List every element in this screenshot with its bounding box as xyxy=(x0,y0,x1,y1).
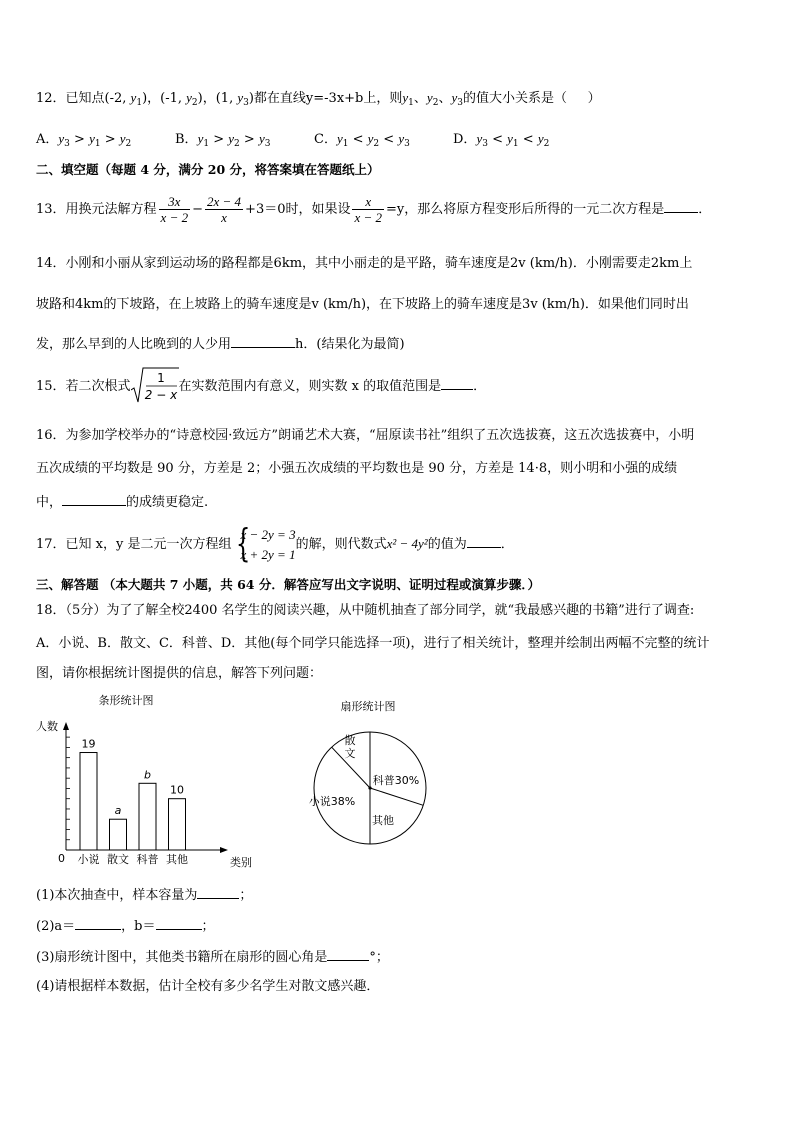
q14-line-3: 发，那么早到的人比晚到的人少用 h．(结果化为最简) xyxy=(36,337,405,352)
q18-line-2: A．小说、B．散文、C．科普、D．其他(每个同学只能选择一项)，进行了相关统计，整理并绘制出两幅不完整的统计 xyxy=(36,636,710,651)
q18-sub-4: (4)请根据样本数据，估计全校有多少名学生对散文感兴趣． xyxy=(36,979,380,994)
bar-category-label-3: 其他 xyxy=(166,853,188,866)
bar-chart-y-arrow xyxy=(63,722,69,730)
bar-1 xyxy=(110,819,127,850)
pie-center-dot xyxy=(368,786,371,789)
q18-line-1: 18．（5分）为了了解全校2400 名学生的阅读兴趣，从中随机抽查了部分同学，就“我最感兴趣的书籍”进行了调查: xyxy=(36,603,695,618)
q12-option-c: C．$y_1 < y_2 < y_3$ xyxy=(314,131,410,149)
bar-data-label-0: 19 xyxy=(81,737,96,751)
q15-answer-blank[interactable] xyxy=(441,377,473,390)
q18-sub1-blank[interactable] xyxy=(197,886,239,899)
q17-equation-system: { x − 2y = 3 x + 2y = 1 xyxy=(236,520,296,565)
q18-sub-3: (3)扇形统计图中，其他类书籍所在扇形的圆心角是 °； xyxy=(36,950,389,965)
bar-chart-ylabel: 人数 xyxy=(36,720,58,733)
bar-data-label-3: 10 xyxy=(170,783,184,797)
q13-prefix: 13．用换元法解方程 xyxy=(36,202,157,217)
q16-answer-blank[interactable] xyxy=(62,493,126,506)
bar-chart-title: 条形统计图 xyxy=(98,694,154,707)
q13: 13．用换元法解方程 $\frac{3x}{x - 2}$ − $\frac{2x - 4}{x}$ +3＝0时，如果设 $\frac{x}{x - 2}$ =y，那么将原方程变形后所得的一元二次方程是 ． xyxy=(36,194,712,225)
pie-slice-label-3: 其他 xyxy=(372,814,394,827)
bar-data-label-1: a xyxy=(114,804,122,818)
bar-3 xyxy=(169,799,186,850)
q16-line-2: 五次成绩的平均数是 90 分，方差是 2；小强五次成绩的平均数也是 90 分，方差是 14·8，则小明和小强的成绩 xyxy=(36,461,678,476)
q15-rad-den: 2 − x xyxy=(144,388,177,402)
pie-chart xyxy=(300,696,450,866)
q18-sub3-blank[interactable] xyxy=(327,948,369,961)
q18-line-3: 图，请你根据统计图提供的信息，解答下列问题： xyxy=(36,666,323,681)
q12-stem: 12．已知点(-2, $y_1$)，(-1, $y_2$)，(1, $y_3$)都在直线y=-3x+b上，则$y_1$、$y_2$、$y_3$的值大小关系是（ ） xyxy=(36,90,601,108)
bar-category-label-2: 科普 xyxy=(136,853,159,866)
q13-fraction-1: $\frac{3x}{x - 2}$ xyxy=(160,194,189,225)
q12-option-a: A．$y_3 > y_1 > y_2$ xyxy=(36,131,132,149)
q17: 17．已知 x，y 是二元一次方程组 { x − 2y = 3 x + 2y = 1 的解，则代数式x² − 4y²的值为 ． xyxy=(36,520,514,565)
q13-fraction-2: $\frac{2x - 4}{x}$ xyxy=(207,194,242,225)
q15-rad-num: 1 xyxy=(156,371,165,385)
q13-fraction-3: $\frac{x}{x - 2}$ xyxy=(354,194,383,225)
bar-category-label-0: 小说 xyxy=(77,853,100,866)
q17-expression: x² − 4y² xyxy=(386,536,428,551)
pie-chart-title: 扇形统计图 xyxy=(340,700,396,713)
section-3-heading: 三、解答题 （本大题共 7 小题，共 64 分．解答应写出文字说明、证明过程或演算步骤．） xyxy=(36,577,541,592)
q16-line-1: 16．为参加学校举办的“诗意校园·致远方”朗诵艺术大赛，“屈原读书社”组织了五次选拔赛，这五次选拔赛中，小明 xyxy=(36,428,695,443)
pie-slice-label-0: 小说38% xyxy=(308,795,356,808)
q12-option-b: B．$y_1 > y_2 > y_3$ xyxy=(175,131,271,149)
q15-radical xyxy=(131,366,179,407)
q18-sub-1: (1)本次抽查中，样本容量为 ； xyxy=(36,888,253,903)
q18-sub2-blank-a[interactable] xyxy=(75,917,121,930)
bar-0 xyxy=(80,753,97,850)
q14-line-2: 坡路和4km的下坡路，在上坡路上的骑车速度是v (km/h)，在下坡路上的骑车速度是3v (km/h)．如果他们同时出 xyxy=(36,297,689,312)
q16-line-3: 中， 的成绩更稳定. xyxy=(36,495,209,510)
q12-option-d: D．$y_3 < y_1 < y_2$ xyxy=(453,131,550,149)
q18-sub-2: (2)a＝ ，b＝ ； xyxy=(36,919,215,934)
q15: 15．若二次根式 1 2 − x 在实数范围内有意义，则实数 x 的取值范围是 ． xyxy=(36,366,486,407)
pie-slice-label-2: 科普30% xyxy=(372,774,420,787)
q14-answer-blank[interactable] xyxy=(231,335,295,348)
bar-chart-x-arrow xyxy=(220,847,228,853)
q18-sub2-blank-b[interactable] xyxy=(156,917,202,930)
bar-chart-xlabel: 类别 xyxy=(230,856,252,869)
q13-answer-blank[interactable] xyxy=(664,200,698,213)
pie-slice-label-1: 散 xyxy=(344,734,356,747)
q17-answer-blank[interactable] xyxy=(467,535,501,548)
pie-slice-label-1: 文 xyxy=(344,747,356,760)
bar-category-label-1: 散文 xyxy=(107,853,129,866)
bar-data-label-2: b xyxy=(144,768,151,782)
bar-chart-origin-label: 0 xyxy=(58,852,65,865)
bar-chart xyxy=(36,692,256,872)
bar-2 xyxy=(139,783,156,850)
q14-line-1: 14．小刚和小丽从家到运动场的路程都是6km，其中小丽走的是平路，骑车速度是2v (km/h)．小刚需要走2km上 xyxy=(36,256,693,271)
section-2-heading: 二、填空题（每题 4 分，满分 20 分，将答案填在答题纸上） xyxy=(36,162,380,177)
